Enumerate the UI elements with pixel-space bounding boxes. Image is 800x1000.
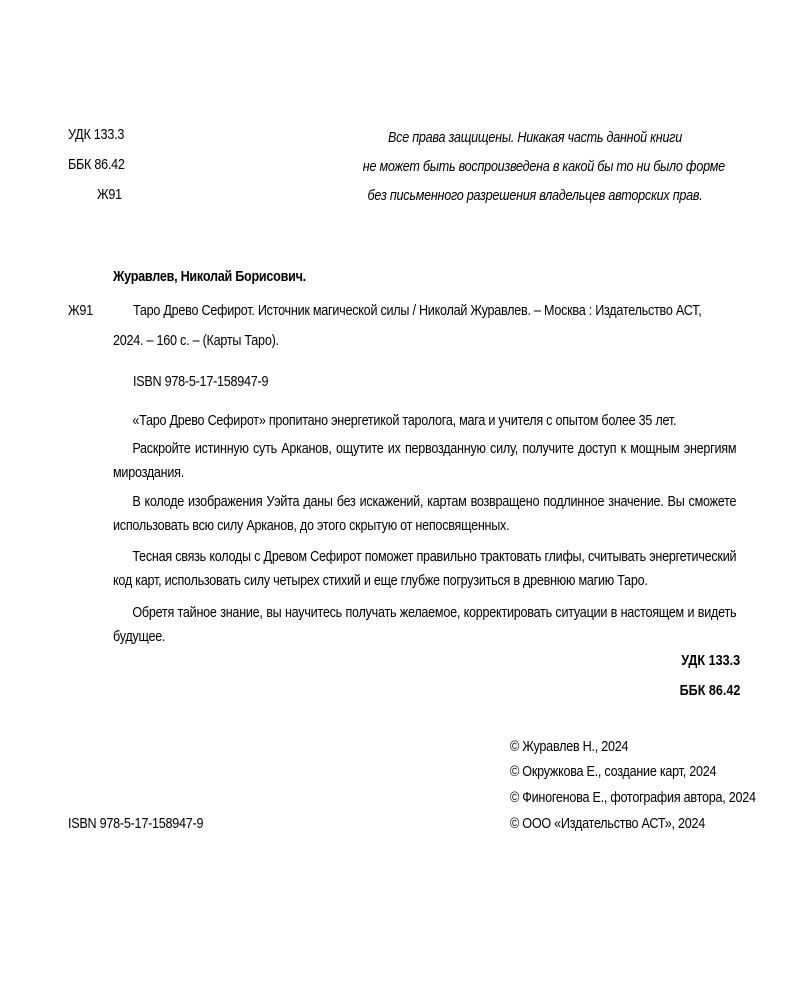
annotation-paragraph: Раскройте истинную суть Арканов, ощутите их первозданную силу, получите доступ к мощным энергиям мироздания. bbox=[113, 440, 737, 481]
rights-line: не может быть воспроизведена в какой бы то ни было форме bbox=[362, 158, 725, 175]
udk-code: УДК 133.3 bbox=[68, 126, 125, 143]
author-heading: Журавлев, Николай Борисович. bbox=[113, 268, 306, 285]
isbn-bottom: ISBN 978-5-17-158947-9 bbox=[68, 815, 204, 832]
copyright-line: © Окружкова Е., создание карт, 2024 bbox=[510, 763, 717, 780]
copyright-line: © Журавлев Н., 2024 bbox=[510, 738, 629, 755]
annotation-paragraph: В колоде изображения Уэйта даны без искажений, картам возвращено подлинное значение. Вы сможете использовать всю силу Арканов, до этого скрытую от непосвященных. bbox=[113, 493, 737, 534]
bbk-code: ББК 86.42 bbox=[68, 156, 125, 173]
entry-title-line: Таро Древо Сефирот. Источник магической силы / Николай Журавлев. – Москва : Издательство АСТ, bbox=[133, 302, 702, 319]
rights-notice bbox=[330, 123, 740, 210]
copyright-line: © Финогенова Е., фотография автора, 2024 bbox=[510, 789, 756, 806]
annotation-paragraph: Обретя тайное знание, вы научитесь получать желаемое, корректировать ситуации в настоящем и видеть будущее. bbox=[113, 604, 737, 645]
bbk-code-bottom: ББК 86.42 bbox=[679, 682, 740, 699]
author-mark: Ж91 bbox=[97, 186, 122, 203]
entry-isbn: ISBN 978-5-17-158947-9 bbox=[133, 373, 269, 390]
rights-line: без письменного разрешения владельцев авторских прав. bbox=[367, 187, 703, 204]
copyright-line: © ООО «Издательство АСТ», 2024 bbox=[510, 815, 706, 832]
rights-line: Все права защищены. Никакая часть данной книги bbox=[388, 129, 682, 146]
entry-title-line: 2024. – 160 с. – (Карты Таро). bbox=[113, 332, 279, 349]
annotation-paragraph: Тесная связь колоды с Древом Сефирот поможет правильно трактовать глифы, считывать энергетический код карт, использовать силу четырех стихий и еще глубже погрузиться в древнюю магию Таро. bbox=[113, 548, 737, 589]
entry-mark: Ж91 bbox=[68, 302, 93, 319]
annotation-paragraph: «Таро Древо Сефирот» пропитано энергетикой таролога, мага и учителя с опытом более 35 лет. bbox=[132, 412, 677, 429]
udk-code-bottom: УДК 133.3 bbox=[681, 652, 740, 669]
